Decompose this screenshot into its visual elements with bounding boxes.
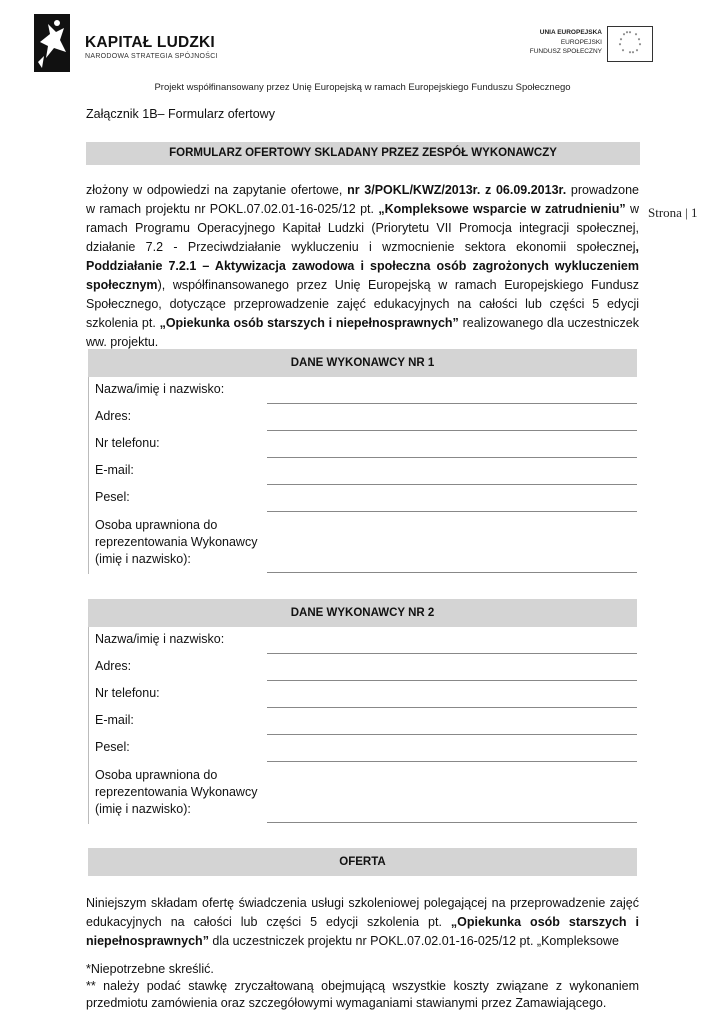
kapital-ludzki-emblem-icon	[30, 12, 74, 74]
contractor1-address-field[interactable]	[267, 430, 637, 431]
contractor2-pesel-field[interactable]	[267, 761, 637, 762]
contractor2-border	[88, 627, 89, 824]
svg-text:*: *	[628, 31, 632, 37]
form-title: FORMULARZ OFERTOWY SKLADANY PRZEZ ZESPÓŁ WYKONAWCZY	[86, 142, 640, 165]
contractor2-rep-label-1: Osoba uprawniona do	[95, 768, 218, 782]
footnotes	[86, 961, 639, 1012]
contractor1-email-label: E-mail:	[95, 463, 134, 477]
contractor2-address-label: Adres:	[95, 659, 132, 673]
contractor1-pesel-field[interactable]	[267, 511, 637, 512]
contractor2-rep-label-3: (imię i nazwisko):	[95, 802, 191, 816]
project-cofinance-line: Projekt współfinansowany przez Unię Europejską w ramach Europejskiego Funduszu Społecznego	[154, 82, 571, 93]
eu-line3: FUNDUSZ SPOŁECZNY	[529, 48, 602, 55]
logo-title: KAPITAŁ LUDZKI	[85, 34, 215, 51]
svg-text:*: *	[628, 51, 632, 57]
svg-text:*: *	[625, 31, 629, 37]
annex-title: Załącznik 1B– Formularz ofertowy	[86, 107, 275, 121]
svg-text:*: *	[635, 49, 639, 55]
contractor1-name-label: Nazwa/imię i nazwisko:	[95, 382, 225, 396]
contractor2-name-label: Nazwa/imię i nazwisko:	[95, 632, 225, 646]
svg-text:*: *	[637, 38, 641, 44]
kapital-ludzki-logo	[30, 12, 230, 74]
page-number: Strona | 1	[648, 205, 698, 220]
contractor1-name-field[interactable]	[267, 403, 637, 404]
svg-text:*: *	[621, 49, 625, 55]
contractor1-rep-label-3: (imię i nazwisko):	[95, 552, 191, 566]
svg-text:*: *	[619, 38, 623, 44]
contractor1-email-field[interactable]	[267, 484, 637, 485]
svg-text:*: *	[622, 33, 626, 39]
intro-paragraph: złożony w odpowiedzi na zapytanie ofertowe, nr 3/POKL/KWZ/2013r. z 06.09.2013r. prowadzone w ramach projektu nr POKL.07.02.01-16-025/12 pt. „Kompleksowe wsparcie w zatrudnieniu” w ramach Programu Operacyjnego Kapitał Ludzki (Priorytetu VII Promocja integracji społecznej, działanie 7.2 - Przeciwdziałanie wykluczeniu i wzmocnienie sektora ekonomii społecznej, Poddziałanie 7.2.1 – Aktywizacja zawodowa i społeczna osób zagrożonych wykluczeniem społecznym), współfinansowanego przez Unię Europejską w ramach Europejskiego Fundusz Społecznego, dotyczące przeprowadzenie zajęć edukacyjnych na całości lub części 5 edycji szkolenia pt. „Opiekunka osób starszych i niepełnosprawnych” realizowanego dla uczestniczek ww. projektu.	[86, 183, 640, 349]
contractor1-address-label: Adres:	[95, 409, 132, 423]
contractor1-heading: DANE WYKONAWCY NR 1	[88, 349, 637, 377]
eu-line1: UNIA EUROPEJSKA	[539, 29, 602, 36]
offer-paragraph: Niniejszym składam ofertę świadczenia usługi szkoleniowej polegającej na przeprowadzenie zajęć edukacyjnych na całości lub części 5 edycji szkolenia pt. „Opiekunka osób starszych i niepełnosprawnych” dla uczestniczek projektu nr POKL.07.02.01-16-025/12 pt. „Kompleksowe	[86, 896, 639, 948]
contractor2-email-label: E-mail:	[95, 713, 134, 727]
contractor2-name-field[interactable]	[267, 653, 637, 654]
contractor1-border	[88, 377, 89, 574]
footnote-2: ** należy podać stawkę zryczałtowaną obejmującą wszystkie koszty związane z wykonaniem przedmiotu zamówienia oraz szczegółowymi wymaganiami stawianymi przez Zamawiającego.	[86, 979, 639, 1010]
footnote-1: *Niepotrzebne skreślić.	[86, 962, 214, 976]
contractor1-phone-label: Nr telefonu:	[95, 436, 160, 450]
svg-text:*: *	[634, 33, 638, 39]
contractor2-rep-field[interactable]	[267, 822, 637, 823]
contractor2-rep-label-2: reprezentowania Wykonawcy	[95, 785, 258, 799]
contractor2-phone-field[interactable]	[267, 707, 637, 708]
contractor1-rep-field[interactable]	[267, 572, 637, 573]
contractor2-phone-label: Nr telefonu:	[95, 686, 160, 700]
contractor1-rep-label-2: reprezentowania Wykonawcy	[95, 535, 258, 549]
contractor2-address-field[interactable]	[267, 680, 637, 681]
svg-text:*: *	[638, 43, 642, 49]
contractor1-rep-label-1: Osoba uprawniona do	[95, 518, 218, 532]
contractor2-pesel-label: Pesel:	[95, 740, 130, 754]
svg-text:*: *	[631, 51, 635, 57]
contractor2-email-field[interactable]	[267, 734, 637, 735]
contractor1-pesel-label: Pesel:	[95, 490, 130, 504]
contractor2-heading: DANE WYKONAWCY NR 2	[88, 599, 637, 627]
contractor1-phone-field[interactable]	[267, 457, 637, 458]
offer-heading: OFERTA	[88, 848, 637, 876]
eu-line2: EUROPEJSKI	[560, 39, 602, 46]
eu-logo	[525, 20, 665, 65]
logo-subtitle: NARODOWA STRATEGIA SPÓJNOŚCI	[85, 53, 218, 60]
eu-flag-icon	[607, 26, 653, 62]
svg-text:*: *	[618, 43, 622, 49]
